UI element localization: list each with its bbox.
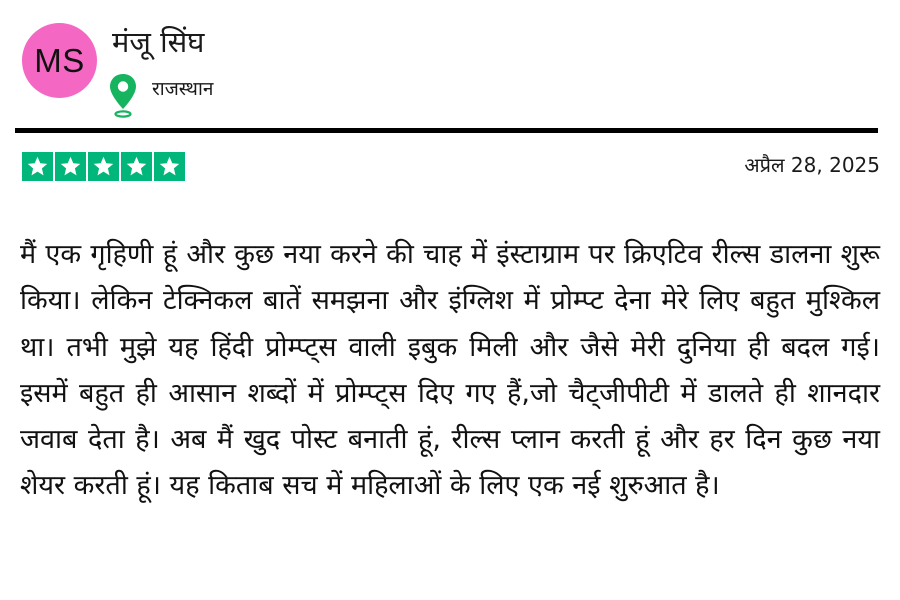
location-label: राजस्थान (152, 78, 214, 100)
star-icon (121, 152, 152, 181)
star-icon (55, 152, 86, 181)
reviewer-location (108, 72, 213, 118)
star-icon (88, 152, 119, 181)
reviewer-name[interactable]: मंजू सिंघ (112, 25, 205, 59)
review-text: मैं एक गृहिणी हूं और कुछ नया करने की चाह में इंस्टाग्राम पर क्रिएटिव रील्स डालना शुरू किया। लेकिन टेक्निकल बातें समझना और इंग्लिश में प्रोम्प्ट देना मेरे लिए बहुत मुश्किल था। तभी मुझे यह हिंदी प्रोम्प्ट्स वाली इबुक मिली और जैसे मेरी दुनिया ही बदल गई। इसमें बहुत ही आसान शब्दों में प्रोम्प्ट्स दिए गए हैं,जो चैट्जीपीटी में डालते ही शानदार जवाब देता है। अब मैं खुद पोस्ट बनाती हूं, रील्स प्लान करती हूं और हर दिन कुछ नया शेयर करती हूं। यह किताब सच में महिलाओं के लिए एक नई शुरुआत है। (20, 239, 880, 502)
map-pin-icon (108, 72, 138, 118)
star-rating (22, 152, 185, 181)
review-date: अप्रैल 28, 2025 (744, 153, 880, 177)
divider (15, 128, 878, 133)
avatar-initials: MS (34, 41, 85, 79)
star-icon (22, 152, 53, 181)
star-icon (154, 152, 185, 181)
reviewer-avatar (22, 23, 97, 98)
